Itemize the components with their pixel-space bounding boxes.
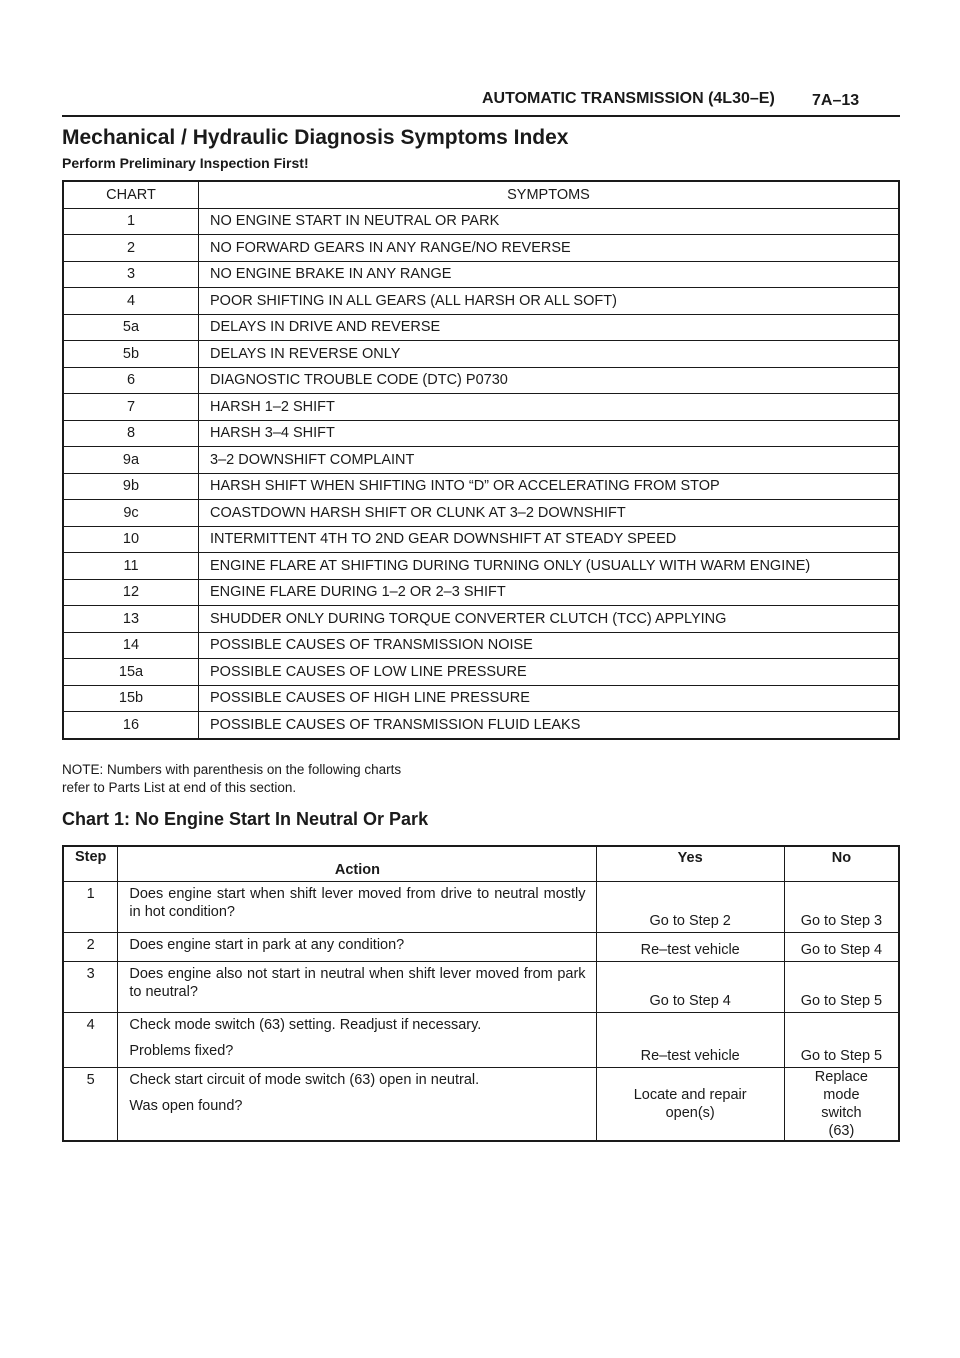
diagnosis-chart-table <box>62 845 900 1142</box>
symptom-cell: DIAGNOSTIC TROUBLE CODE (DTC) P0730 <box>199 367 900 394</box>
chart-number-cell: 9c <box>63 500 199 527</box>
table-row <box>63 1013 899 1068</box>
chart-number-cell: 10 <box>63 526 199 553</box>
note-line: refer to Parts List at end of this section. <box>62 780 297 795</box>
action-cell <box>118 933 596 962</box>
chart-number-cell: 2 <box>63 235 199 262</box>
chart-number-cell: 16 <box>63 712 199 739</box>
table-row <box>63 420 899 447</box>
symptom-cell: 3–2 DOWNSHIFT COMPLAINT <box>199 447 900 474</box>
chart-number-cell: 5a <box>63 314 199 341</box>
step-cell: 1 <box>63 882 118 933</box>
symptom-cell: POSSIBLE CAUSES OF TRANSMISSION NOISE <box>199 632 900 659</box>
table-header-row <box>63 181 899 208</box>
header-rule <box>62 115 900 117</box>
chart-number-cell: 13 <box>63 606 199 633</box>
action-text: Does engine also not start in neutral when shift lever moved from park to neutral? <box>129 966 586 1000</box>
table-row <box>63 553 899 580</box>
table-row <box>63 341 899 368</box>
table-row <box>63 882 899 933</box>
table-row <box>63 685 899 712</box>
table-row <box>63 579 899 606</box>
symptom-cell: SHUDDER ONLY DURING TORQUE CONVERTER CLUTCH (TCC) APPLYING <box>199 606 900 633</box>
symptom-cell: DELAYS IN DRIVE AND REVERSE <box>199 314 900 341</box>
action-text: Check start circuit of mode switch (63) open in neutral. <box>129 1072 480 1088</box>
symptom-cell: NO ENGINE BRAKE IN ANY RANGE <box>199 261 900 288</box>
action-text: Does engine start in park at any condition? <box>129 937 405 953</box>
chart-number-cell: 6 <box>63 367 199 394</box>
yes-cell: Locate and repair open(s) <box>596 1068 784 1142</box>
table-row <box>63 394 899 421</box>
note-line: NOTE: Numbers with parenthesis on the following charts <box>62 762 402 777</box>
section-title: AUTOMATIC TRANSMISSION (4L30–E) <box>482 90 775 107</box>
parts-note <box>62 761 401 797</box>
symptom-cell: POOR SHIFTING IN ALL GEARS (ALL HARSH OR ALL SOFT) <box>199 288 900 315</box>
table-row <box>63 314 899 341</box>
table-row <box>63 659 899 686</box>
action-text: Does engine start when shift lever moved from drive to neutral mostly in hot condition? <box>129 886 586 920</box>
chart-title: Chart 1: No Engine Start In Neutral Or Park <box>62 809 429 829</box>
page-title: Mechanical / Hydraulic Diagnosis Symptoms Index <box>62 126 569 149</box>
symptom-cell: NO ENGINE START IN NEUTRAL OR PARK <box>199 208 900 235</box>
step-cell: 3 <box>63 962 118 1013</box>
table-row <box>63 447 899 474</box>
symptom-cell: HARSH 3–4 SHIFT <box>199 420 900 447</box>
table-header-row <box>63 846 899 882</box>
action-cell <box>118 1068 596 1142</box>
symptom-cell: DELAYS IN REVERSE ONLY <box>199 341 900 368</box>
chart-number-cell: 8 <box>63 420 199 447</box>
no-cell: Go to Step 3 <box>784 882 899 933</box>
page-number: 7A–13 <box>812 92 860 109</box>
no-cell: Go to Step 5 <box>784 1013 899 1068</box>
symptom-cell: COASTDOWN HARSH SHIFT OR CLUNK AT 3–2 DOWNSHIFT <box>199 500 900 527</box>
yes-cell: Go to Step 2 <box>596 882 784 933</box>
symptom-cell: HARSH 1–2 SHIFT <box>199 394 900 421</box>
symptom-cell: POSSIBLE CAUSES OF LOW LINE PRESSURE <box>199 659 900 686</box>
chart-number-cell: 1 <box>63 208 199 235</box>
action-text: Check mode switch (63) setting. Readjust if necessary. <box>129 1017 482 1033</box>
table-row <box>63 962 899 1013</box>
step-cell: 5 <box>63 1068 118 1142</box>
column-header-symptoms: SYMPTOMS <box>199 181 900 208</box>
chart-number-cell: 9a <box>63 447 199 474</box>
chart-number-cell: 9b <box>63 473 199 500</box>
yes-cell: Re–test vehicle <box>596 1013 784 1068</box>
table-row <box>63 606 899 633</box>
chart-number-cell: 12 <box>63 579 199 606</box>
action-cell <box>118 962 596 1013</box>
symptom-cell: NO FORWARD GEARS IN ANY RANGE/NO REVERSE <box>199 235 900 262</box>
table-row <box>63 261 899 288</box>
column-header-step: Step <box>63 846 118 882</box>
chart-number-cell: 4 <box>63 288 199 315</box>
no-cell: Go to Step 5 <box>784 962 899 1013</box>
table-row <box>63 208 899 235</box>
table-row <box>63 235 899 262</box>
column-header-chart: CHART <box>63 181 199 208</box>
table-row <box>63 288 899 315</box>
chart-number-cell: 3 <box>63 261 199 288</box>
step-cell: 4 <box>63 1013 118 1068</box>
chart-number-cell: 15a <box>63 659 199 686</box>
symptom-cell: INTERMITTENT 4TH TO 2ND GEAR DOWNSHIFT AT STEADY SPEED <box>199 526 900 553</box>
action-cell <box>118 882 596 933</box>
yes-cell: Re–test vehicle <box>596 933 784 962</box>
table-row <box>63 526 899 553</box>
no-cell: Replace mode switch (63) <box>784 1068 899 1142</box>
chart-number-cell: 11 <box>63 553 199 580</box>
symptom-cell: ENGINE FLARE DURING 1–2 OR 2–3 SHIFT <box>199 579 900 606</box>
subtitle: Perform Preliminary Inspection First! <box>62 155 309 171</box>
chart-number-cell: 5b <box>63 341 199 368</box>
chart-number-cell: 15b <box>63 685 199 712</box>
table-row <box>63 712 899 739</box>
table-row <box>63 500 899 527</box>
table-row <box>63 367 899 394</box>
column-header-action: Action <box>118 846 596 882</box>
action-cell <box>118 1013 596 1068</box>
chart-number-cell: 14 <box>63 632 199 659</box>
table-row <box>63 1068 899 1142</box>
action-question: Was open found? <box>129 1098 243 1114</box>
action-question: Problems fixed? <box>129 1043 234 1059</box>
step-cell: 2 <box>63 933 118 962</box>
table-row <box>63 473 899 500</box>
symptom-cell: ENGINE FLARE AT SHIFTING DURING TURNING ONLY (USUALLY WITH WARM ENGINE) <box>199 553 900 580</box>
column-header-yes: Yes <box>596 846 784 882</box>
table-row <box>63 933 899 962</box>
table-row <box>63 632 899 659</box>
symptom-cell: POSSIBLE CAUSES OF TRANSMISSION FLUID LEAKS <box>199 712 900 739</box>
no-cell: Go to Step 4 <box>784 933 899 962</box>
yes-cell: Go to Step 4 <box>596 962 784 1013</box>
column-header-no: No <box>784 846 899 882</box>
symptom-cell: POSSIBLE CAUSES OF HIGH LINE PRESSURE <box>199 685 900 712</box>
symptoms-index-table <box>62 180 900 740</box>
symptom-cell: HARSH SHIFT WHEN SHIFTING INTO “D” OR ACCELERATING FROM STOP <box>199 473 900 500</box>
chart-number-cell: 7 <box>63 394 199 421</box>
